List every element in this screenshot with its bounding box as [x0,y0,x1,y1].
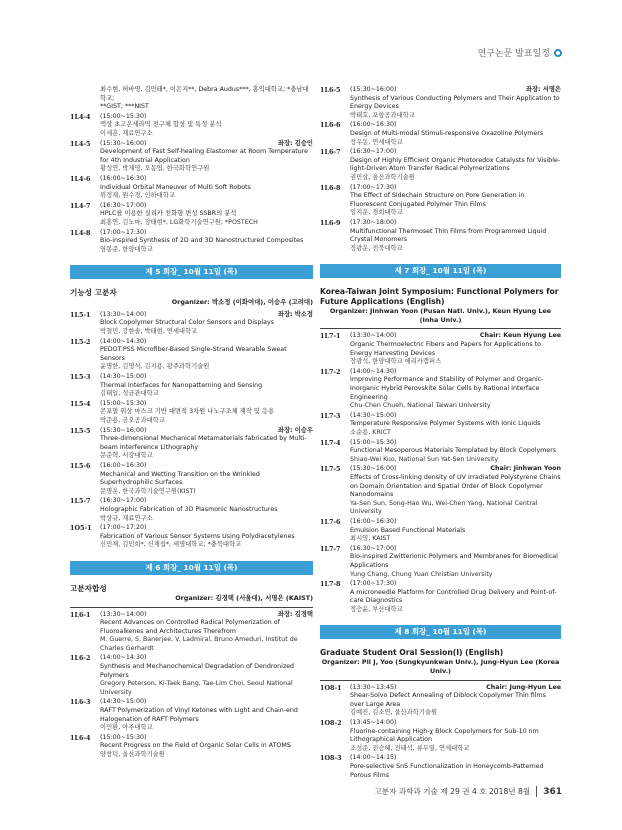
entry-title: Pore-selective SnS Functionalization in Honeycomb-Patterned Porous Films [350,763,544,779]
entry-authors: 위정재, 원수경, 인하대학교 [100,192,175,200]
section-title: 고분자합성 [70,583,107,593]
entry-title: The Effect of Sidechain Structure on Pore Generation in Fluorescent Conjugated Polymer Thin Films [350,192,525,208]
program-entry [320,545,561,579]
footer-divider [536,786,537,797]
entry-body [350,518,561,544]
entry-title: Synthesis and Mechanochemical Degradation of Dendronized Polymers [100,663,295,679]
entry-chair: 좌장: 김경택 [277,610,313,618]
entry-body [350,580,561,614]
entry-time-row [350,545,561,554]
entry-time-row [350,439,561,448]
entry-title: Emulsion Based Functional Materials [350,526,466,534]
organizer: Organizer: Jinhwan Yoon (Pusan Natl. Univ.), Keun Hyung Lee (Inha Univ.) [329,307,552,324]
program-entry [320,86,561,120]
entry-authors: Ya-Sen Sun, Song-Hao Wu, Wei-Chen Yang, National Central University [350,499,538,516]
entry-time-row [100,524,313,533]
entry-body [100,338,313,372]
entry-code: 1L5-6 [70,461,91,470]
entry-list [70,611,313,760]
entry-title: PEDOT:PSS Microfiber-Based Single-Strand Wearable Sweat Sensors [100,346,287,362]
entry-code: 1L7-8 [320,580,341,589]
program-entry [70,175,313,201]
entry-code: 1L7-5 [320,465,341,474]
entry-authors: Yung Chang, Chung Yuan Christian University [350,570,493,578]
author-line: **GIST; ***NIST [100,103,149,111]
entry-body [350,719,561,753]
right-column [320,86,561,781]
entry-time-row [100,140,313,149]
entry-title: Fluorine-containing High-χ Block Copolymers for Sub-10 nm Lithographical Application [350,727,539,744]
entry-time-row [350,184,561,193]
divider [320,680,561,681]
entry-code: 1L5-4 [70,399,91,408]
entry-authors: 임지운, 경희대학교 [350,209,403,217]
entry-code: 1L6-5 [320,86,341,94]
program-entry [70,427,313,461]
entry-title: 액상 초고온세라믹 전구체 합성 및 특성 분석 [100,121,222,129]
entry-time-row [100,497,313,506]
program-entry [70,229,313,255]
program-entry [70,698,313,732]
entry-code: 1L6-1 [70,610,91,619]
entry-body [350,368,561,411]
entry-time: (15:00~15:30) [350,438,397,446]
entry-time-row [100,654,313,663]
entry-time: (14:30~15:00) [100,698,147,706]
page-header [478,46,562,59]
entry-body [350,184,561,218]
entry-authors: Shiao-Wei Kuo, National Sun Yat-Sen University [350,455,499,463]
entry-title: Organic Thermoelectric Fibers and Papers for Applications to Energy Harvesting Devices [350,341,541,357]
entry-title: Bio-inspired Synthesis of 2D and 3D Nanostructured Composites [100,237,304,245]
entry-code: 1O8-2 [320,719,342,728]
entry-authors: 김예진, 김소연, 울산과학기술원 [350,709,438,717]
entry-authors: 박철민, 강한솔, 박태현, 연세대학교 [100,328,198,336]
entry-body [350,684,561,718]
entry-time-row [350,754,561,763]
entry-authors: 김태일, 성균관대학교 [100,390,159,398]
entry-authors: Chu-Chen Chueh, National Taiwan University [350,402,491,410]
entry-body [350,219,561,253]
entry-list [70,113,313,255]
entry-time: (17:00~17:30) [100,228,147,236]
entry-time-row [350,719,561,728]
entry-time: (16:30~17:00) [100,497,147,505]
entry-time: (15:30~16:00) [100,139,147,147]
entry-time-row [350,219,561,228]
continued-authors [70,86,313,112]
entry-body [100,175,313,201]
entry-time-row [100,175,313,184]
entry-code: 1L5-3 [70,373,91,382]
divider [320,328,561,329]
page-footer [374,786,562,797]
program-entry [70,611,313,654]
entry-time-row [350,86,561,95]
entry-time: (13:30~14:00) [100,610,147,618]
entry-title: Temperature Responsive Polymer Systems with Ionic Liquids [350,420,541,428]
program-entry [320,219,561,253]
entry-body [350,545,561,579]
entry-title: RAFT Polymerization of Vinyl Ketones with Light and Chain-end Halogenation of RAFT Polymers [100,707,298,723]
entry-code: 1L6-8 [320,183,341,192]
program-entry [70,497,313,523]
entry-code: 1L4-7 [70,201,91,210]
entry-code: 1L4-5 [70,139,91,148]
entry-authors: 이인환, 아주대학교 [100,724,153,732]
entry-time: (13:30~14:00) [350,332,397,340]
entry-time: (16:00~16:30) [100,461,147,469]
entry-time: (17:30~18:00) [350,218,397,226]
entry-title: 콘포멀 위상 마스크 기반 대면적 3차원 나노구조체 제작 및 응용 [100,408,275,416]
entry-list [320,684,561,781]
entry-title: Bio-inspired Zwitterionic Polymers and Membranes for Biomedical Applications [350,553,558,569]
entry-time: (15:00~15:30) [100,399,147,407]
entry-chair: Chair: Jung-Hyun Lee [486,683,561,691]
entry-time: (15:00~15:30) [100,112,147,120]
entry-time-row [350,121,561,130]
entry-chair: Chair: Keun Hyung Lee [479,332,561,340]
entry-title: Improving Performance and Stability of Polymer and Organic-Inorganic Hybrid Perovskite Solar Cells by Rational Interface Engineering [350,376,544,401]
entry-title: HPLC를 이용한 실리카 친화형 변성 SSBR의 분석 [100,210,237,218]
entry-body [100,734,313,760]
entry-body [100,400,313,426]
entry-time-row [350,412,561,421]
entry-title: Individual Orbital Maneuver of Multi Soft Robots [100,183,251,191]
entry-code: 1L7-6 [320,517,341,526]
program-entry [70,524,313,550]
entry-code: 1L5-2 [70,337,91,346]
entry-body [100,311,313,337]
entry-time: (15:30~16:00) [350,86,397,93]
program-entry [320,684,561,718]
entry-chair: 좌장: 김승인 [277,139,313,147]
entry-authors: 최홍연, 김노마, 장태현*, LG화학기술연구원; *POSTECH [100,218,258,226]
entry-time-row [100,611,313,620]
entry-time-row [100,698,313,707]
entry-title: Three-dimensional Mechanical Metamaterials fabricated by Multi-beam Interference Lithography [100,435,307,451]
entry-title: Recent Advances on Controlled Radical Polymerization of Fluoroalkenes and Architectures Therefrom [100,619,280,635]
entry-list [320,86,561,253]
entry-body [100,462,313,496]
entry-authors: 권민상, 울산과학기술원 [350,173,415,181]
entry-time-row [100,734,313,743]
entry-time-row [350,684,561,693]
entry-code: 1L6-7 [320,148,341,157]
section-title: 기능성 고분자 [70,288,117,298]
entry-time-row [350,148,561,157]
program-entry [320,754,561,780]
entry-time-row [100,311,313,320]
entry-body [350,332,561,366]
program-entry [320,184,561,218]
author-line: 최수현, 허바영, 김민태*, 이은지**, Debra Audus***, 홍익대학교; *충남대학교; [100,86,309,102]
entry-time-row [100,229,313,238]
entry-time: (14:00~14:30) [350,367,397,375]
entry-chair: 좌장: 이승우 [277,426,313,434]
entry-authors: 조성준, 전승혜, 전태석, 류두열, 연세대학교 [350,744,470,752]
entry-authors: 황성연, 박제영, 오동엽, 한국화학연구원 [100,165,210,173]
program-entry [320,368,561,411]
entry-time: (14:00~14:15) [350,754,397,762]
entry-authors: 소순용, KRICT [350,429,391,436]
entry-authors: 이세훈, 재료연구소 [100,129,153,137]
entry-title: Effects of Cross-linking density of UV Irradiated Polystyrene Chains on Domain Orientation and Spatial Order of Block Copolymer Nanodomains [350,473,561,499]
entry-time: (14:00~14:30) [100,654,147,662]
entry-time: (16:00~16:30) [350,121,397,129]
program-entry [70,654,313,697]
entry-time-row [350,465,561,474]
entry-time: (15:00~15:30) [100,733,147,741]
entry-title: Holographic Fabrication of 3D Plasmonic Nanostructures [100,505,278,513]
entry-authors: 윤명한, 김명식, 김지용, 광주과학기술원 [100,363,210,371]
program-entry [320,518,561,544]
entry-body [100,698,313,732]
entry-authors: 문명운, 한국과학기술연구원(KIST) [100,487,196,495]
program-entry [70,338,313,372]
divider [70,607,313,608]
entry-title: Thermal Interfaces for Nanopatterning and Sensing [100,381,263,389]
entry-body [100,140,313,174]
entry-authors: 박준용, 금오공과대학교 [100,417,165,424]
session-banner: 제 7 회장_ 10월 11일 (목) [320,264,561,278]
entry-time-row [350,580,561,589]
entry-title: Recent Progress on the Field of Organic Solar Cells in ATOMS [100,742,291,750]
entry-title: A microneedle Platform for Controlled Drug Delivery and Point-of-care Diagnostics [350,588,557,605]
footer-journal: 고분자 과학과 기술 제 29 권 4 호 2018년 8월 [374,787,531,796]
program-entry [70,400,313,426]
entry-time: (16:00~16:30) [350,517,397,525]
entry-code: 1O5-1 [70,524,92,533]
entry-title: Mechanical and Wetting Transition on the Wrinkled Superhydrophilic Surfaces [100,470,260,487]
entry-body [100,113,313,139]
entry-time-row [350,332,561,341]
organizer: Organizer: 김경택 (서울대), 서명은 (KAIST) [175,593,313,602]
entry-time: (13:30~13:45) [350,683,397,691]
entry-time: (14:00~14:30) [100,337,147,345]
program-entry [320,719,561,753]
entry-code: 1L6-2 [70,654,91,663]
entry-body [350,754,561,780]
entry-body [350,148,561,182]
entry-code: 1L7-1 [320,332,341,341]
organizer: Organizer: 박소정 (이화여대), 이승우 (고려대) [171,298,313,307]
entry-authors: Gregory Peterson, Ki-Taek Bang, Tae-Lim Choi, Seoul National University [100,680,293,696]
entry-title: Fabrication of Various Sensor Systems Using Polydiacetylenes [100,532,295,540]
entry-time-row [100,427,313,436]
organizer: Organizer: Pil J, Yoo (Sungkyunkwan Univ.), Jung-Hyun Lee (Korea Univ.) [321,658,560,676]
entry-code: 1L7-2 [320,367,341,376]
entry-time: (16:00~16:30) [100,174,147,182]
section-title: Graduate Student Oral Session(I) (English) [320,648,504,658]
entry-chair: 좌장: 서명은 [525,86,561,93]
session-banner: 제 6 회장_ 10월 11일 (목) [70,561,313,575]
program-entry [70,311,313,337]
entry-title: Design of Multi-modal Stimuli-responsive Oxazoline Polymers [350,129,544,137]
entry-authors: 최시영, KAIST [350,535,391,543]
header-circle-icon [554,49,562,57]
entry-time-row [350,518,561,527]
entry-body [350,86,561,120]
entry-title: Shear-Solvo Defect Annealing of Diblock Copolymer Thin films over Large Area [350,692,546,708]
entry-code: 1L4-6 [70,174,91,183]
entry-body [100,427,313,461]
entry-authors: 신민재, 김민희*, 신재섭*, 세명대학교; *충북대학교 [100,541,242,549]
entry-code: 1O8-3 [320,754,342,763]
entry-title: Development of Fast Self-healing Elastomer at Room Temperature for 4th Industrial Application [100,148,309,164]
entry-time: (15:30~16:00) [100,426,147,434]
entry-authors: 정승윤, 부산대학교 [350,605,403,613]
entry-time: (16:30~17:00) [350,544,397,552]
entry-authors: 정광운, 전북대학교 [350,244,403,252]
entry-title: Synthesis of Various Conducting Polymers and Their Application to Energy Devices [350,94,560,111]
entry-body [100,654,313,697]
entry-list [70,311,313,550]
session-banner: 제 8 회장_ 10월 11일 (목) [320,625,561,639]
entry-time-row [100,462,313,471]
header-title: 연구논문 발표일정 [477,49,550,59]
program-entry [70,140,313,174]
entry-body [100,202,313,228]
entry-time: (16:30~17:00) [350,148,397,156]
entry-authors: 염봉준, 한양대학교 [100,245,153,253]
entry-list [320,332,561,614]
entry-authors: M. Guerre, S. Banerjee, V. Ladmiral, Bruno Ameduri, Institut de Charles Gerhardt [100,636,298,652]
entry-code: 1L6-3 [70,698,91,707]
entry-code: 1L5-5 [70,426,91,435]
entry-title: Design of Highly Efficient Organic Photoredox Catalysts for Visible-light-Driven Atom Transfer Radical Polymerizations [350,156,561,173]
program-entry [70,462,313,496]
entry-authors: 문준혁, 서강대학교 [100,452,153,460]
entry-time: (13:45~14:00) [350,719,397,727]
entry-body [350,465,561,517]
entry-code: 1L6-4 [70,733,91,742]
entry-chair: 좌장: 박소정 [277,310,313,318]
entry-authors: 양창덕, 울산과학기술원 [100,751,165,758]
entry-code: 1L4-8 [70,228,91,237]
entry-time: (13:30~14:00) [100,310,147,318]
entry-authors: 정우동, 연세대학교 [350,138,403,146]
program-entry [70,202,313,228]
entry-time: (14:30~15:00) [350,411,397,419]
program-entry [70,373,313,399]
program-entry [70,113,313,139]
entry-time: (17:00~17:30) [350,183,397,191]
entry-code: 1L4-4 [70,112,91,121]
program-entry [320,439,561,465]
program-entry [320,332,561,366]
entry-time: (15:30~16:00) [350,465,397,473]
entry-code: 1L6-6 [320,121,341,130]
entry-authors: 박태호, 포항공과대학교 [350,111,415,119]
entry-body [100,229,313,255]
program-entry [320,121,561,147]
program-entry [320,465,561,517]
entry-code: 1O8-1 [320,683,342,692]
session-banner: 제 5 회장_ 10월 11일 (목) [70,265,313,279]
entry-code: 1L6-9 [320,218,341,227]
entry-code: 1L7-7 [320,544,341,553]
entry-code: 1L5-7 [70,497,91,506]
entry-title: Multifunctional Thermoset Thin Films from Programmed Liquid Crystal Monomers [350,227,547,244]
program-entry [320,580,561,614]
entry-body [350,121,561,147]
program-entry [320,412,561,438]
entry-code: 1L7-4 [320,438,341,447]
entry-body [350,439,561,465]
entry-code: 1L5-1 [70,310,91,319]
entry-time-row [350,368,561,377]
entry-body [350,412,561,438]
entry-time: (17:00~17:30) [350,580,397,588]
entry-time: (14:30~15:00) [100,373,147,381]
page-number: 361 [543,786,562,797]
section-title: Korea-Taiwan Joint Symposium: Functional Polymers for Future Applications (English) [320,287,559,307]
entry-chair: Chair: Jinhwan Yoon [490,465,561,473]
entry-title: Block Copolymer Structural Color Sensors and Displays [100,319,275,327]
entry-title: Functional Mesoporous Materials Templated by Block Copolymers [350,447,557,455]
program-entry [70,734,313,760]
entry-authors: 박상규, 재료연구소 [100,514,153,522]
entry-body [100,524,313,550]
program-entry [320,148,561,182]
entry-body [100,611,313,654]
entry-time: (16:30~17:00) [100,201,147,209]
entry-authors: 장광석, 한양대학교 에리카캠퍼스 [350,358,442,366]
entry-time-row [100,373,313,382]
entry-body [100,373,313,399]
entry-time-row [100,338,313,347]
left-column [70,86,313,761]
entry-body [100,497,313,523]
entry-code: 1L7-3 [320,411,341,420]
entry-time: (17:00~17:20) [100,524,147,532]
